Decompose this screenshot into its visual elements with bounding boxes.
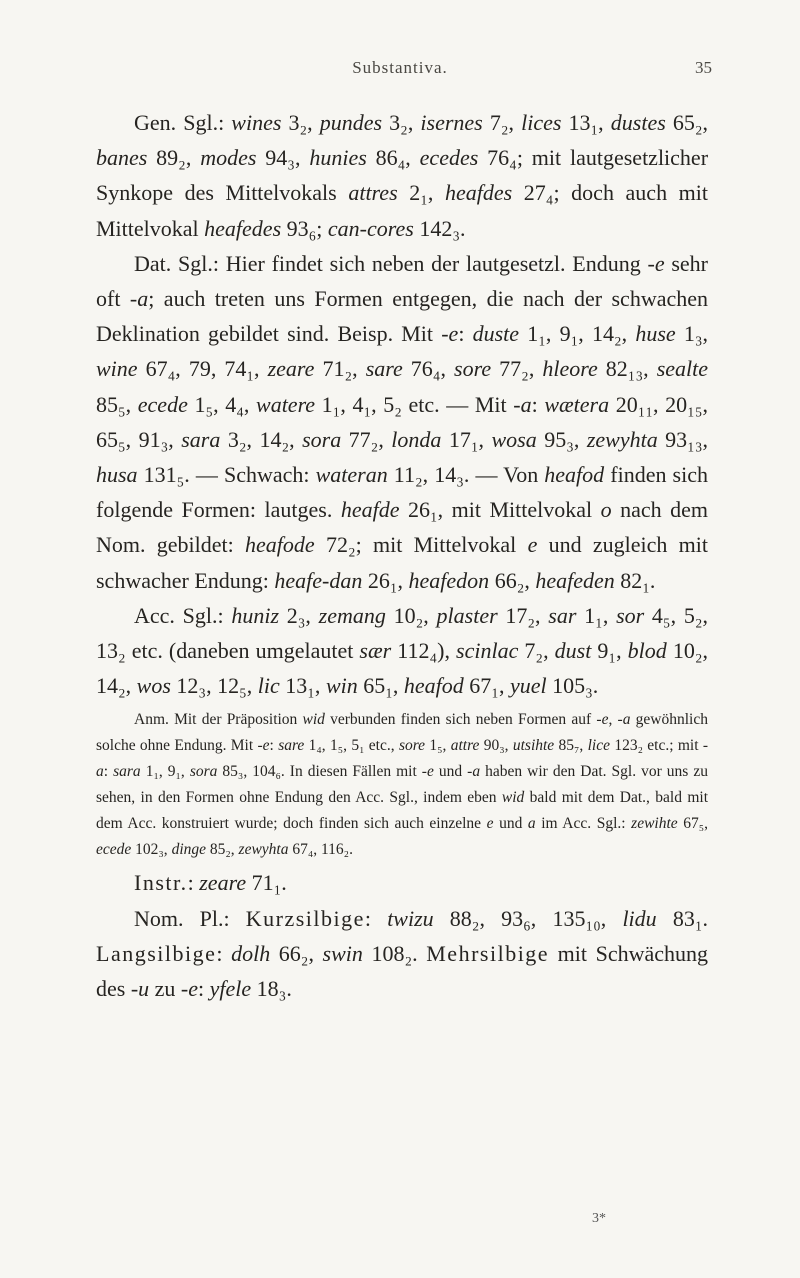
paragraph-dative-singular: Dat. Sgl.: Hier findet sich neben der lautgesetzl. Endung -e sehr oft -a; auch treten uns Formen entgegen, die nach der schwachen Deklination gebildet sind. Beisp. Mit -e: duste 1₁, 9₁, 14₂, huse 1₃, wine 67₄, 79, 74₁, zeare 71₂, sare 76₄, sore 77₂, hleore 82₁₃, sealte 85₅, ecede 1₅, 4₄, watere 1₁, 4₁, 5₂ etc. — Mit -a: wætera 20₁₁, 20₁₅, 65₅, 91₃, sara 3₂, 14₂, sora 77₂, londa 17₁, wosa 95₃, zewyhta 93₁₃, husa 131₅. — Schwach: wateran 11₂, 14₃. — Von heafod finden sich folgende Formen: lautges. heafde 26₁, mit Mittelvokal o nach dem Nom. gebildet: heafode 72₂; mit Mittelvokal e und zugleich mit schwacher Endung: heafe-dan 26₁, heafedon 66₂, heafeden 82₁.: [96, 250, 709, 593]
paragraph-genitive-singular: Gen. Sgl.: wines 3₂, pundes 3₂, isernes 7₂, lices 13₁, dustes 65₂, banes 89₂, modes 94₃, hunies 86₄, ecedes 76₄; mit lautgesetzlicher Synkope des Mittelvokals attres 2₁, heafdes 27₄; doch auch mit Mittelvokal heafedes 93₆; can-cores 142₃.: [96, 110, 709, 241]
paragraph-accusative-singular: Acc. Sgl.: huniz 2₃, zemang 10₂, plaster 17₂, sar 1₁, sor 4₅, 5₂, 13₂ etc. (daneben umgelautet sær 112₄), scinlac 7₂, dust 9₁, blod 10₂, 14₂, wos 12₃, 12₅, lic 13₁, win 65₁, heafod 67₁, yuel 105₃.: [96, 602, 708, 699]
footnote-annotation: Anm. Mit der Präposition wid verbunden finden sich neben Formen auf -e, -a gewöhnlich solche ohne Endung. Mit -e: sare 1₄, 1₅, 5₁ etc., sore 1₅, attre 90₃, utsihte 85₇, lice 123₂ etc.; mit -a: sara 1₁, 9₁, sora 85₃, 104₆. In diesen Fällen mit -e und -a haben wir den Dat. Sgl. vor uns zu sehen, in den Formen ohne Endung den Acc. Sgl., indem eben wid bald mit dem Dat., bald mit dem Acc. konstruiert wurde; doch finden sich auch einzelne e und a im Acc. Sgl.: zewihte 67₅, ecede 102₃, dinge 85₂, zewyhta 67₄, 116₂.: [96, 711, 709, 859]
paragraph-nominative-plural: Nom. Pl.: Kurzsilbige: twizu 88₂, 93₆, 135₁₀, lidu 83₁. Langsilbige: dolh 66₂, swin 108₂. Mehrsilbige mit Schwächung des -u zu -e: yfele 18₃.: [96, 905, 708, 1002]
body-text: [96, 105, 708, 1006]
running-title: Substantiva.: [352, 58, 448, 77]
signature-mark: 3*: [592, 1211, 606, 1226]
page-number: 35: [695, 58, 712, 77]
paragraph-instrumental: Instr.: zeare 71₁.: [134, 870, 287, 896]
